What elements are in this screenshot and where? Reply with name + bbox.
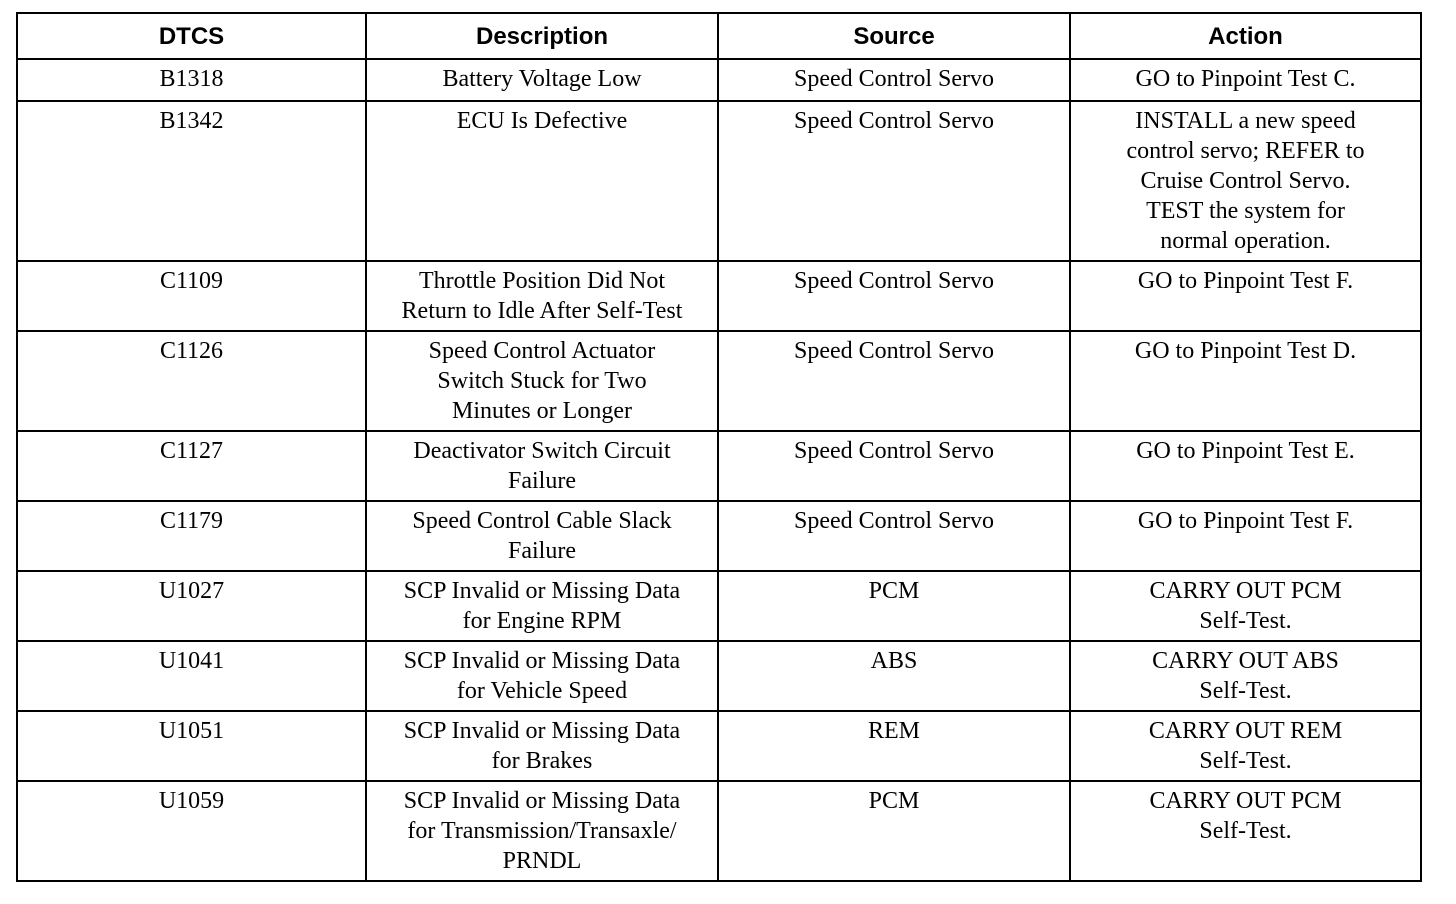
source-cell: Speed Control Servo bbox=[718, 501, 1070, 571]
action-cell: INSTALL a new speed control servo; REFER to Cruise Control Servo. TEST the system for normal operation. bbox=[1070, 101, 1421, 261]
dtc-code-cell: U1059 bbox=[17, 781, 366, 881]
source-cell: Speed Control Servo bbox=[718, 261, 1070, 331]
dtc-code-cell: C1179 bbox=[17, 501, 366, 571]
source-cell: Speed Control Servo bbox=[718, 431, 1070, 501]
description-cell: SCP Invalid or Missing Data for Vehicle Speed bbox=[366, 641, 718, 711]
table-row bbox=[17, 501, 1421, 571]
table-row bbox=[17, 101, 1421, 261]
action-cell: GO to Pinpoint Test F. bbox=[1070, 501, 1421, 571]
table-row bbox=[17, 781, 1421, 881]
dtc-table bbox=[16, 12, 1422, 882]
source-cell: Speed Control Servo bbox=[718, 59, 1070, 101]
description-cell: Speed Control Cable Slack Failure bbox=[366, 501, 718, 571]
table-row bbox=[17, 431, 1421, 501]
action-cell: CARRY OUT PCM Self-Test. bbox=[1070, 571, 1421, 641]
description-cell: SCP Invalid or Missing Data for Transmission/Transaxle/ PRNDL bbox=[366, 781, 718, 881]
header-source: Source bbox=[718, 13, 1070, 59]
description-cell: SCP Invalid or Missing Data for Brakes bbox=[366, 711, 718, 781]
description-cell: Throttle Position Did Not Return to Idle After Self-Test bbox=[366, 261, 718, 331]
source-cell: PCM bbox=[718, 571, 1070, 641]
action-cell: GO to Pinpoint Test C. bbox=[1070, 59, 1421, 101]
description-cell: SCP Invalid or Missing Data for Engine RPM bbox=[366, 571, 718, 641]
header-row bbox=[17, 13, 1421, 59]
dtc-code-cell: U1027 bbox=[17, 571, 366, 641]
source-cell: PCM bbox=[718, 781, 1070, 881]
dtc-code-cell: B1318 bbox=[17, 59, 366, 101]
dtc-code-cell: C1127 bbox=[17, 431, 366, 501]
description-cell: ECU Is Defective bbox=[366, 101, 718, 261]
action-cell: GO to Pinpoint Test E. bbox=[1070, 431, 1421, 501]
action-cell: CARRY OUT ABS Self-Test. bbox=[1070, 641, 1421, 711]
table-header bbox=[17, 13, 1421, 59]
dtc-code-cell: C1109 bbox=[17, 261, 366, 331]
action-cell: CARRY OUT PCM Self-Test. bbox=[1070, 781, 1421, 881]
action-cell: GO to Pinpoint Test D. bbox=[1070, 331, 1421, 431]
dtc-code-cell: U1051 bbox=[17, 711, 366, 781]
dtc-code-cell: C1126 bbox=[17, 331, 366, 431]
dtc-code-cell: B1342 bbox=[17, 101, 366, 261]
header-action: Action bbox=[1070, 13, 1421, 59]
source-cell: Speed Control Servo bbox=[718, 331, 1070, 431]
action-cell: CARRY OUT REM Self-Test. bbox=[1070, 711, 1421, 781]
table-row bbox=[17, 711, 1421, 781]
table-body bbox=[17, 59, 1421, 881]
source-cell: REM bbox=[718, 711, 1070, 781]
dtc-code-cell: U1041 bbox=[17, 641, 366, 711]
table-row bbox=[17, 331, 1421, 431]
header-dtcs: DTCS bbox=[17, 13, 366, 59]
action-cell: GO to Pinpoint Test F. bbox=[1070, 261, 1421, 331]
table-row bbox=[17, 261, 1421, 331]
source-cell: Speed Control Servo bbox=[718, 101, 1070, 261]
source-cell: ABS bbox=[718, 641, 1070, 711]
description-cell: Deactivator Switch Circuit Failure bbox=[366, 431, 718, 501]
table-row bbox=[17, 571, 1421, 641]
table-row bbox=[17, 59, 1421, 101]
header-description: Description bbox=[366, 13, 718, 59]
description-cell: Battery Voltage Low bbox=[366, 59, 718, 101]
table-row bbox=[17, 641, 1421, 711]
description-cell: Speed Control Actuator Switch Stuck for Two Minutes or Longer bbox=[366, 331, 718, 431]
